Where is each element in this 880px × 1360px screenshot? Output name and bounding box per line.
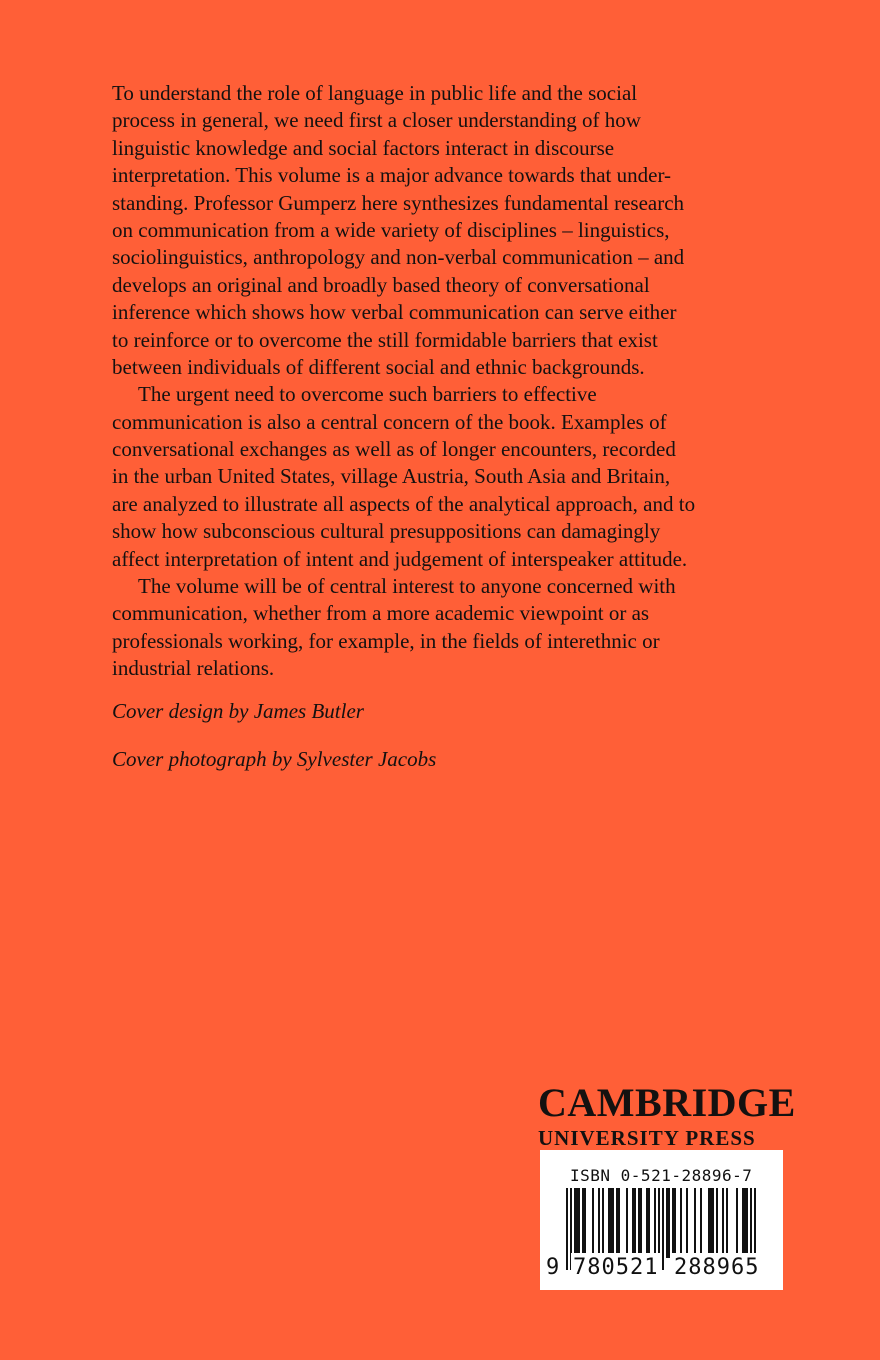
barcode-bar [602, 1188, 604, 1258]
publisher-name: CAMBRIDGE [538, 1080, 796, 1125]
isbn-label: ISBN 0-521-28896-7 [570, 1166, 753, 1185]
barcode-bar [574, 1188, 576, 1258]
cover-photographer-name: Sylvester Jacobs [296, 747, 437, 771]
publisher-subtitle: UNIVERSITY PRESS [538, 1126, 756, 1150]
barcode-bar [638, 1188, 640, 1258]
barcode-bar [584, 1188, 586, 1258]
cover-photo-label: Cover photograph by [112, 747, 292, 771]
cover-design-label: Cover design by [112, 699, 249, 723]
barcode-bar [712, 1188, 714, 1258]
blurb-line: industrial relations. [112, 656, 275, 681]
blurb-line: in the urban United States, village Austria, South Asia and Britain, [112, 464, 671, 489]
barcode-bar [674, 1188, 676, 1258]
blurb-line: The volume will be of central interest to anyone concerned with [138, 574, 676, 599]
barcode-bar [582, 1188, 584, 1258]
barcode-bar [616, 1188, 618, 1258]
barcode-bar [680, 1188, 682, 1258]
cover-photo-credit [112, 745, 436, 773]
blurb-line: conversational exchanges as well as of longer encounters, recorded [112, 437, 676, 462]
cover-design-credit [112, 697, 364, 725]
barcode-bar [608, 1188, 610, 1258]
barcode-bar [668, 1188, 670, 1258]
barcode-bar [654, 1188, 656, 1258]
blurb-line: process in general, we need first a closer understanding of how [112, 108, 641, 133]
barcode-bar [666, 1188, 668, 1258]
barcode-bar [716, 1188, 718, 1258]
barcode-bar [648, 1188, 650, 1258]
barcode-bar [640, 1188, 642, 1258]
barcode-bar [598, 1188, 600, 1258]
barcode-bar [708, 1188, 710, 1258]
barcode-bar [722, 1188, 724, 1258]
blurb-line: inference which shows how verbal communication can serve either [112, 300, 677, 325]
barcode-bar [612, 1188, 614, 1258]
barcode-bar [626, 1188, 628, 1258]
blurb-line: sociolinguistics, anthropology and non-verbal communication – and [112, 245, 685, 270]
blurb-line: are analyzed to illustrate all aspects of the analytical approach, and to [112, 491, 696, 516]
blurb-line: linguistic knowledge and social factors interact in discourse [112, 135, 615, 160]
blurb-line: develops an original and broadly based theory of conversational [112, 272, 650, 297]
barcode-right-group: 288965 [672, 1253, 761, 1283]
barcode-bar [686, 1188, 688, 1258]
barcode-first-digit: 9 [546, 1255, 560, 1280]
barcode-bar [746, 1188, 748, 1258]
blurb-line: communication, whether from a more academic viewpoint or as [112, 601, 650, 626]
blurb-line: The urgent need to overcome such barriers to effective [138, 382, 597, 407]
barcode-bar [736, 1188, 738, 1258]
barcode-left-group: 780521 [571, 1253, 660, 1283]
blurb-line: to reinforce or to overcome the still formidable barriers that exist [112, 327, 658, 352]
blurb-line: between individuals of different social and ethnic backgrounds. [112, 354, 645, 379]
barcode-bar [576, 1188, 578, 1258]
blurb-line: interpretation. This volume is a major advance towards that under- [112, 163, 672, 188]
barcode-bar [726, 1188, 728, 1258]
isbn-barcode [540, 1150, 783, 1290]
barcode-bar [610, 1188, 612, 1258]
blurb-line: show how subconscious cultural presuppositions can damagingly [112, 519, 661, 544]
blurb-line: To understand the role of language in public life and the social [112, 81, 638, 105]
barcode-bar [634, 1188, 636, 1258]
blurb-text [112, 80, 762, 683]
blurb-line: on communication from a wide variety of disciplines – linguistics, [112, 217, 670, 242]
blurb-line: standing. Professor Gumperz here synthesizes fundamental research [112, 190, 685, 215]
publisher-logo [538, 1080, 796, 1150]
blurb-line: professionals working, for example, in the fields of interethnic or [112, 628, 660, 653]
barcode-bar [710, 1188, 712, 1258]
barcode-bar [694, 1188, 696, 1258]
barcode-bar [618, 1188, 620, 1258]
barcode-bar [742, 1188, 744, 1258]
barcode-bar [578, 1188, 580, 1258]
barcode-bar [672, 1188, 674, 1258]
barcode-bar [744, 1188, 746, 1258]
barcode-bar [592, 1188, 594, 1258]
barcode-bar [646, 1188, 648, 1258]
blurb-line: affect interpretation of intent and judgement of interspeaker attitude. [112, 546, 688, 571]
cover-designer-name: James Butler [253, 699, 364, 723]
barcode-bar [700, 1188, 702, 1258]
blurb-line: communication is also a central concern of the book. Examples of [112, 409, 667, 434]
barcode-digits [540, 1253, 783, 1283]
barcode-bar [632, 1188, 634, 1258]
